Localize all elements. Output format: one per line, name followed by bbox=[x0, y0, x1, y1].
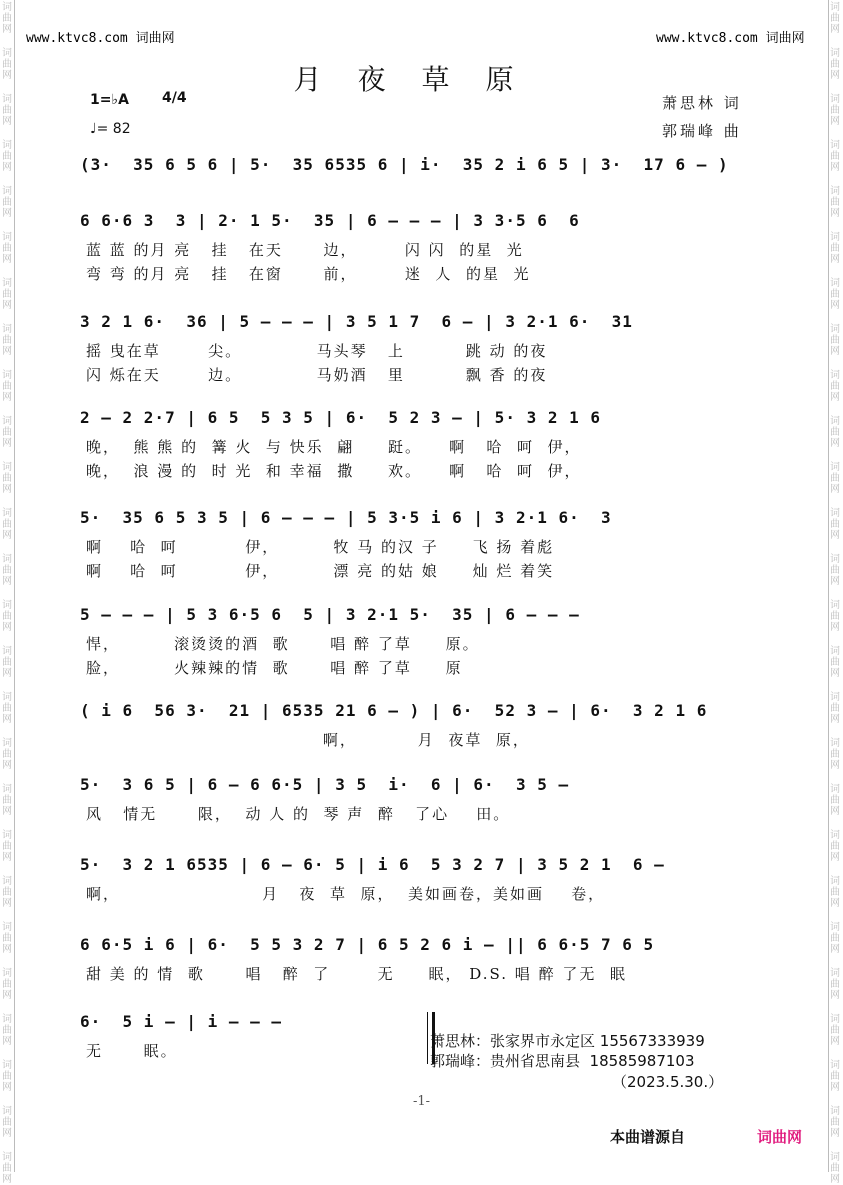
lyric-line-2: 啊 哈 呵 伊， 漂 亮 的姑 娘 灿 烂 着笑 bbox=[86, 562, 555, 580]
watermark-text: 词 曲 网 bbox=[2, 416, 12, 449]
watermark-text: 词 曲 网 bbox=[2, 784, 12, 817]
lyric-line-1: 啊 哈 呵 伊， 牧 马 的汉 子 飞 扬 着彪 bbox=[86, 538, 555, 556]
watermark-text: 词 曲 网 bbox=[2, 600, 12, 633]
watermark-text: 词 曲 网 bbox=[2, 1106, 12, 1139]
site-url-left[interactable]: www.ktvc8.com 词曲网 bbox=[26, 31, 175, 46]
watermark-text: 词 曲 网 bbox=[2, 922, 12, 955]
watermark-text: 词 曲 网 bbox=[2, 692, 12, 725]
source-label: 本曲谱源自 bbox=[610, 1128, 686, 1146]
watermark-text: 词 曲 网 bbox=[830, 48, 840, 81]
lyric-line-2: 弯 弯 的月 亮 挂 在窗 前， 迷 人 的星 光 bbox=[86, 265, 531, 283]
lyric-line-1: 啊， 月 夜草 原， bbox=[86, 731, 530, 749]
lyric-line-1: 晚， 熊 熊 的 篝 火 与 快乐 翩 跹。 啊 哈 呵 伊， bbox=[86, 438, 582, 456]
watermark-text: 词 曲 网 bbox=[2, 554, 12, 587]
watermark-text: 词 曲 网 bbox=[830, 370, 840, 403]
watermark-text: 词 曲 网 bbox=[2, 370, 12, 403]
watermark-text: 词 曲 网 bbox=[830, 416, 840, 449]
watermark-text: 词 曲 网 bbox=[2, 968, 12, 1001]
watermark-text: 词 曲 网 bbox=[830, 692, 840, 725]
watermark-text: 词 曲 网 bbox=[2, 646, 12, 679]
tempo-marking: ♩= 82 bbox=[90, 121, 131, 137]
notation-line: ( i 6 56 3· 21 | 6535 21 6 — ) | 6· 52 3 — | 6· 3 2 1 6 bbox=[80, 701, 708, 720]
notation-line: 6 6·5 i 6 | 6· 5 5 3 2 7 | 6 5 2 6 i — || 6 6·5 7 6 5 bbox=[80, 935, 655, 954]
watermark-text: 词 曲 网 bbox=[2, 462, 12, 495]
watermark-text: 词 曲 网 bbox=[830, 738, 840, 771]
key-signature: 1=♭A bbox=[90, 92, 129, 108]
notation-line: 6 6·6 3 3 | 2· 1 5· 35 | 6 — — — | 3 3·5 6 6 bbox=[80, 211, 580, 230]
lyric-line-1: 蓝 蓝 的月 亮 挂 在天 边， 闪 闪 的星 光 bbox=[86, 241, 524, 259]
watermark-text: 词 曲 网 bbox=[830, 600, 840, 633]
lyricist-credit: 萧思林 词 bbox=[662, 94, 742, 112]
watermark-text: 词 曲 网 bbox=[830, 1014, 840, 1047]
notation-line: (3· 35 6 5 6 | 5· 35 6535 6 | i· 35 2 i 6 5 | 3· 17 6 — ) bbox=[80, 155, 729, 174]
score-system bbox=[80, 508, 760, 608]
watermark-text: 词 曲 网 bbox=[830, 1106, 840, 1139]
watermark-text: 词 曲 网 bbox=[830, 646, 840, 679]
watermark-text: 词 曲 网 bbox=[830, 324, 840, 357]
notation-line: 5· 3 6 5 | 6 — 6 6·5 | 3 5 i· 6 | 6· 3 5 — bbox=[80, 775, 570, 794]
watermark-text: 词 曲 网 bbox=[2, 508, 12, 541]
watermark-text: 词 曲 网 bbox=[2, 48, 12, 81]
lyric-line-1: 悍， 滚烫烫的酒 歌 唱 醉 了草 原。 bbox=[86, 635, 480, 653]
notation-line: 5· 3 2 1 6535 | 6 — 6· 5 | i 6 5 3 2 7 | 3 5 2 1 6 — bbox=[80, 855, 665, 874]
watermark-text: 词 曲 网 bbox=[2, 1014, 12, 1047]
watermark-text: 词 曲 网 bbox=[2, 232, 12, 265]
lyric-line-1: 摇 曳在草 尖。 马头琴 上 跳 动 的夜 bbox=[86, 342, 548, 360]
lyric-line-2: 晚， 浪 漫 的 时 光 和 幸福 撒 欢。 啊 哈 呵 伊， bbox=[86, 462, 582, 480]
site-link[interactable]: 词曲网 bbox=[757, 1128, 803, 1146]
lyric-line-1: 无 眠。 bbox=[86, 1042, 178, 1060]
watermark-text: 词 曲 网 bbox=[830, 922, 840, 955]
score-system bbox=[80, 408, 760, 508]
watermark-text: 词 曲 网 bbox=[830, 140, 840, 173]
lyric-line-1: 甜 美 的 情 歌 唱 醉 了 无 眠， D.S. 唱 醉 了无 眠 bbox=[86, 965, 627, 983]
notation-line: 3 2 1 6· 36 | 5 — — — | 3 5 1 7 6 — | 3 2·1 6· 31 bbox=[80, 312, 633, 331]
lyric-line-2: 脸， 火辣辣的情 歌 唱 醉 了草 原 bbox=[86, 659, 463, 677]
watermark-text: 词 曲 网 bbox=[830, 876, 840, 909]
notation-line: 6· 5 i — | i — — — bbox=[80, 1012, 283, 1031]
watermark-text: 词 曲 网 bbox=[2, 324, 12, 357]
lyric-line-1: 风 情无 限， 动 人 的 琴 声 醉 了心 田。 bbox=[86, 805, 511, 823]
composer-credit: 郭瑞峰 曲 bbox=[662, 122, 742, 140]
date-stamp: （2023.5.30.） bbox=[612, 1073, 724, 1091]
song-title: 月夜草原 bbox=[293, 63, 550, 96]
watermark-text: 词 曲 网 bbox=[830, 784, 840, 817]
watermark-text: 词 曲 网 bbox=[830, 462, 840, 495]
watermark-text: 词 曲 网 bbox=[830, 186, 840, 219]
lyric-line-2: 闪 烁在天 边。 马奶酒 里 飘 香 的夜 bbox=[86, 366, 548, 384]
watermark-text: 词 曲 网 bbox=[2, 278, 12, 311]
page-number: -1- bbox=[412, 1094, 431, 1109]
lyric-line-1: 啊， 月 夜 草 原， 美如画卷，美如画 卷， bbox=[86, 885, 606, 903]
watermark-text: 词 曲 网 bbox=[2, 1060, 12, 1093]
watermark-text: 词 曲 网 bbox=[2, 2, 12, 35]
watermark-text: 词 曲 网 bbox=[2, 94, 12, 127]
time-signature: 4/4 bbox=[162, 90, 187, 106]
watermark-text: 词 曲 网 bbox=[830, 94, 840, 127]
watermark-text: 词 曲 网 bbox=[830, 278, 840, 311]
watermark-text: 词 曲 网 bbox=[2, 738, 12, 771]
site-url-right[interactable]: www.ktvc8.com 词曲网 bbox=[656, 31, 805, 46]
notation-line: 2 — 2 2·7 | 6 5 5 3 5 | 6· 5 2 3 — | 5· 3 2 1 6 bbox=[80, 408, 602, 427]
score-system bbox=[80, 312, 760, 412]
watermark-text: 词 曲 网 bbox=[2, 1152, 12, 1185]
watermark-text: 词 曲 网 bbox=[830, 1060, 840, 1093]
watermark-text: 词 曲 网 bbox=[830, 1152, 840, 1185]
contact-composer: 郭瑞峰：贵州省思南县 18585987103 bbox=[430, 1052, 695, 1070]
watermark-text: 词 曲 网 bbox=[2, 140, 12, 173]
notation-line: 5· 35 6 5 3 5 | 6 — — — | 5 3·5 i 6 | 3 2·1 6· 3 bbox=[80, 508, 612, 527]
score-system bbox=[80, 605, 760, 705]
watermark-text: 词 曲 网 bbox=[830, 830, 840, 863]
watermark-text: 词 曲 网 bbox=[830, 968, 840, 1001]
watermark-text: 词 曲 网 bbox=[2, 186, 12, 219]
score-system bbox=[80, 211, 760, 311]
watermark-text: 词 曲 网 bbox=[2, 830, 12, 863]
watermark-text: 词 曲 网 bbox=[830, 2, 840, 35]
notation-line: 5 — — — | 5 3 6·5 6 5 | 3 2·1 5· 35 | 6 — — — bbox=[80, 605, 580, 624]
watermark-text: 词 曲 网 bbox=[830, 508, 840, 541]
watermark-text: 词 曲 网 bbox=[830, 232, 840, 265]
watermark-text: 词 曲 网 bbox=[2, 876, 12, 909]
watermark-text: 词 曲 网 bbox=[830, 554, 840, 587]
contact-lyricist: 萧思林：张家界市永定区 15567333939 bbox=[430, 1032, 705, 1050]
